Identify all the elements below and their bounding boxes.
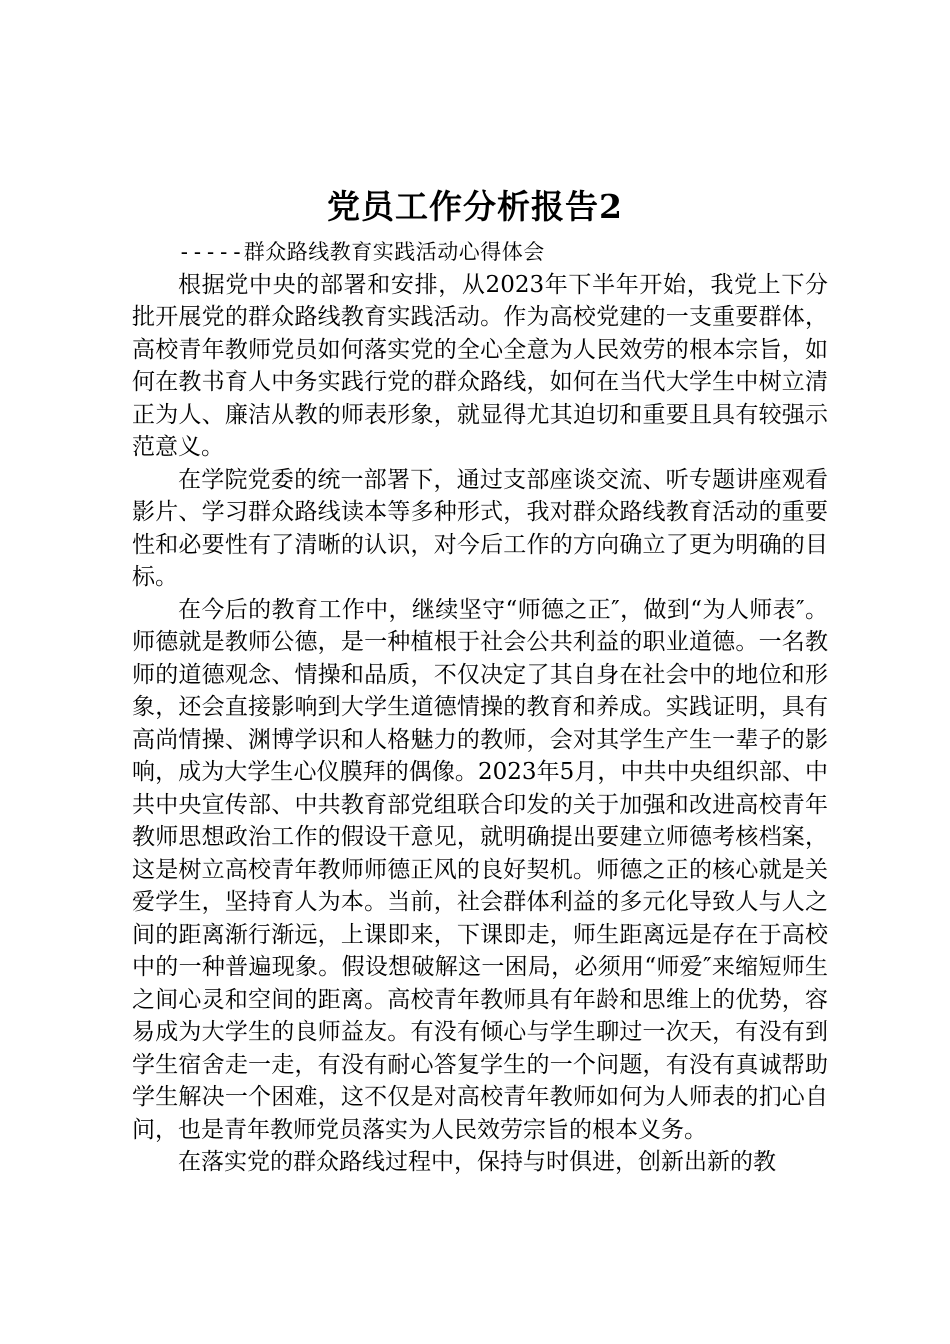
paragraph: 在落实党的群众路线过程中，保持与时俱进，创新出新的教 bbox=[178, 1149, 776, 1175]
document-title: 党员工作分析报告2 bbox=[327, 187, 623, 226]
paragraph: 在学院党委的统一部署下，通过支部座谈交流、听专题讲座观看影片、学习群众路线读本等多种形式，我对群众路线教育活动的重要性和必要性有了清晰的认识，对今后工作的方向确立了更为明确的目标。 bbox=[132, 466, 828, 590]
document-body bbox=[132, 236, 828, 1179]
paragraph: 根据党中央的部署和安排，从2023年下半年开始，我党上下分批开展党的群众路线教育实践活动。作为高校党建的一支重要群体，高校青年教师党员如何落实党的全心全意为人民效劳的根本宗旨，如何在教书育人中务实践行党的群众路线，如何在当代大学生中树立清正为人、廉洁从教的师表形象，就显得尤其迫切和重要且具有较强示范意义。 bbox=[132, 271, 828, 460]
paragraph: 在今后的教育工作中，继续坚守“师德之正″，做到“为人师表″。师德就是教师公德，是一种植根于社会公共利益的职业道德。一名教师的道德观念、情操和品质，不仅决定了其自身在社会中的地位和形象，还会直接影响到大学生道德情操的教育和养成。实践证明，具有高尚情操、渊博学识和人格魅力的教师，会对其学生产生一辈子的影响，成为大学生心仪膜拜的偶像。2023年5月，中共中央组织部、中共中央宣传部、中共教育部党组联合印发的关于加强和改进高校青年教师思想政治工作的假设干意见，就明确提出要建立师德考核档案，这是树立高校青年教师师德正风的良好契机。师德之正的核心就是关爱学生，坚持育人为本。当前，社会群体利益的多元化导致人与人之间的距离渐行渐远，上课即来，下课即走，师生距离远是存在于高校中的一种普遍现象。假设想破解这一困局，必须用“师爱″来缩短师生之间心灵和空间的距离。高校青年教师具有年龄和思维上的优势，容易成为大学生的良师益友。有没有倾心与学生聊过一次天，有没有到学生宿舍走一走，有没有耐心答复学生的一个问题，有没有真诚帮助学生解决一个困难，这不仅是对高校青年教师如何为人师表的扪心自问，也是青年教师党员落实为人民效劳宗旨的根本义务。 bbox=[132, 596, 828, 1143]
document-subtitle: -----群众路线教育实践活动心得体会 bbox=[178, 240, 545, 264]
